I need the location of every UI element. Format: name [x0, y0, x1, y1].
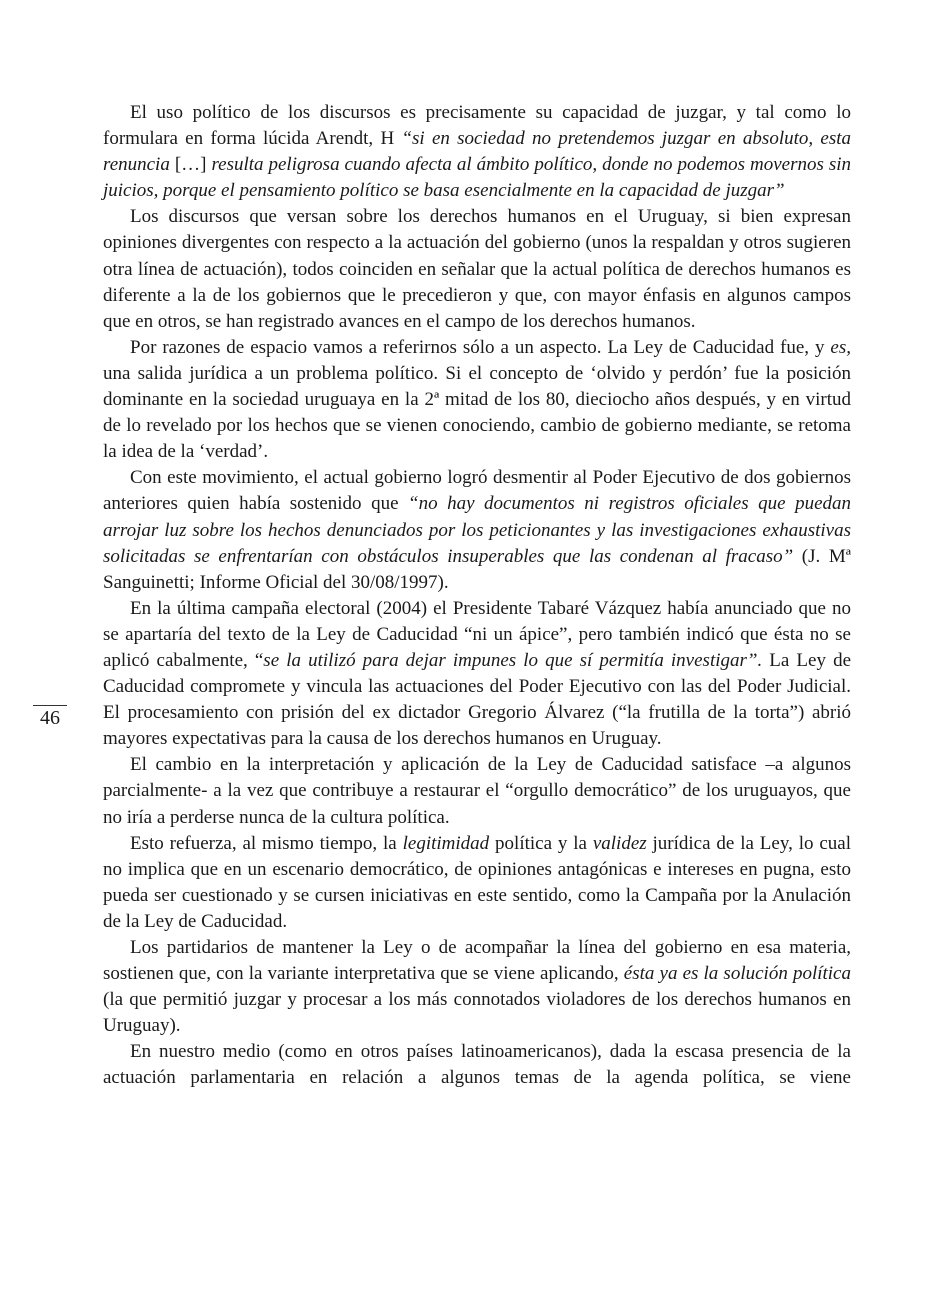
- text-run: En nuestro medio (como en otros países latinoamericanos), dada la escasa presencia de la actuación parlamentaria en relación a algunos temas de la agenda política, se viene: [103, 1041, 851, 1089]
- italic-run: legitimidad: [402, 832, 490, 854]
- text-run: jurídica de la Ley, lo cual no implica que en un escenario democrático, de opiniones antagónicas e intereses en pugna, esto pueda ser cuestionado y se cursen iniciativas en este sentido, como la Campaña por la Anulación de la Ley de Caducidad.: [103, 832, 851, 932]
- italic-run: “si en sociedad no pretendemos juzgar en absoluto, esta renuncia: [103, 128, 852, 176]
- paragraph: [103, 335, 851, 465]
- italic-run: es,: [830, 336, 851, 358]
- paragraph: [103, 596, 851, 753]
- paragraph: [103, 831, 851, 935]
- italic-run: “no hay documentos ni registros oficiales que puedan arrojar luz sobre los hechos denunciados por los peticionantes y las investigaciones exhaustivas solicitadas se enfrentarían con obstáculos insuperables que las condenan al fracaso”: [103, 493, 851, 567]
- paragraph: [103, 1039, 851, 1091]
- text-run: El cambio en la interpretación y aplicación de la Ley de Caducidad satisface –a algunos parcialmente- a la vez que contribuye a restaurar el “orgullo democrático” de los uruguayos, que no iría a perderse nunca de la cultura política.: [103, 754, 851, 828]
- text-run: La Ley de Caducidad compromete y vincula las actuaciones del Poder Ejecutivo con las del Poder Judicial. El procesamiento con prisión del ex dictador Gregorio Álvarez (“la frutilla de la torta”) abrió mayores expectativas para la causa de los derechos humanos en Uruguay.: [103, 649, 851, 750]
- text-run: Los partidarios de mantener la Ley o de acompañar la línea del gobierno en esa materia, sostienen que, con la variante interpretativa que se viene aplicando,: [103, 937, 851, 985]
- text-run: Esto refuerza, al mismo tiempo, la: [130, 832, 403, 854]
- italic-run: se la utilizó para dejar impunes lo que sí permitía investigar”.: [263, 649, 763, 671]
- paragraph: [103, 935, 851, 1039]
- text-run: una salida jurídica a un problema político. Si el concepto de ‘olvido y perdón’ fue la posición dominante en la sociedad uruguaya en la 2ª mitad de los 80, dieciocho años después, y en virtud de lo revelado por los hechos que se vienen conociendo, cambio de gobierno mediante, se retoma la idea de la ‘verdad’.: [103, 362, 851, 463]
- text-run: Con este movimiento, el actual gobierno logró desmentir al Poder Ejecutivo de dos gobiernos anteriores quien había sostenido que: [103, 467, 851, 515]
- text-run: política y la: [489, 832, 593, 854]
- text-run: El uso político de los discursos es precisamente su capacidad de juzgar, y tal como lo formulara en forma lúcida Arendt, H: [103, 102, 851, 150]
- paragraph: [103, 204, 851, 334]
- text-run: […]: [169, 154, 212, 176]
- page-number-rule: [33, 705, 67, 706]
- body-text: [103, 100, 851, 1092]
- text-run: Los discursos que versan sobre los derechos humanos en el Uruguay, si bien expresan opiniones divergentes con respecto a la actuación del gobierno (unos la respaldan y otros sugieren otra línea de actuación), todos coinciden en señalar que la actual política de derechos humanos es diferente a la de los gobiernos que le precedieron y que, con mayor énfasis en algunos campos que en otros, se han registrado avances en el campo de los derechos humanos.: [103, 206, 851, 332]
- paragraph: [103, 752, 851, 830]
- text-run: (la que permitió juzgar y procesar a los más connotados violadores de los derechos humanos en Uruguay).: [103, 989, 851, 1037]
- paragraph: [103, 465, 851, 595]
- italic-run: ésta ya es la solución política: [623, 963, 851, 985]
- text-run: (J. Mª Sanguinetti; Informe Oficial del 30/08/1997).: [103, 545, 851, 593]
- text-run: En la última campaña electoral (2004) el Presidente Tabaré Vázquez había anunciado que no se apartaría del texto de la Ley de Caducidad “ni un ápice”, pero también indicó que ésta no se aplicó cabalmente, “: [103, 597, 851, 671]
- paragraph: [103, 100, 851, 204]
- italic-run: validez: [592, 832, 647, 854]
- text-run: Por razones de espacio vamos a referirnos sólo a un aspecto. La Ley de Caducidad fue, y: [130, 336, 831, 358]
- page-number: 46: [40, 707, 60, 729]
- italic-run: resulta peligrosa cuando afecta al ámbito político, donde no podemos movernos sin juicios, porque el pensamiento político se basa esencialmente en la capacidad de juzgar”: [103, 154, 852, 202]
